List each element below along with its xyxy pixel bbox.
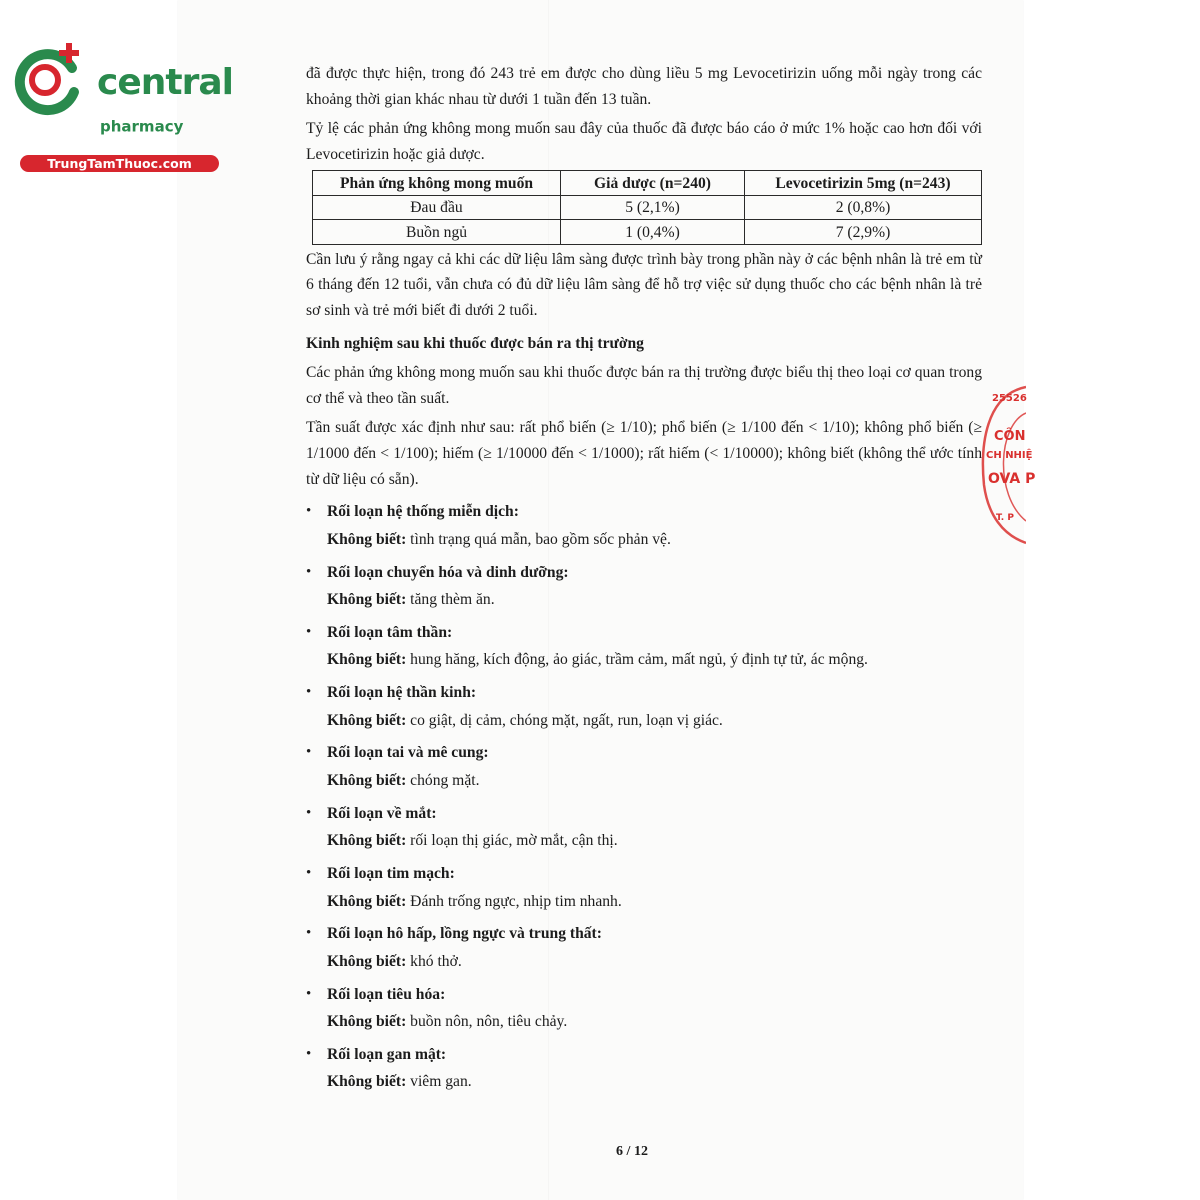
frequency-label: Không biết:	[327, 1073, 407, 1091]
disorder-detail	[327, 948, 982, 976]
table-cell: 5 (2,1%)	[561, 195, 745, 220]
disorder-title: Rối loạn hệ thống miễn dịch:	[327, 503, 519, 521]
frequency-label: Không biết:	[327, 892, 407, 910]
bullet-icon: •	[306, 985, 312, 1002]
table-cell: 2 (0,8%)	[745, 195, 982, 220]
bullet-icon: •	[306, 744, 312, 761]
disorder-text: buồn nôn, nôn, tiêu chảy.	[406, 1013, 568, 1031]
disorder-title: Rối loạn chuyển hóa và dinh dưỡng:	[327, 563, 569, 581]
adverse-reactions-table	[312, 170, 982, 245]
disorder-text: rối loạn thị giác, mờ mắt, cận thị.	[406, 832, 618, 850]
disorder-title: Rối loạn gan mật:	[327, 1045, 447, 1063]
disorder-detail	[327, 1008, 982, 1036]
table-header-cell: Phản ứng không mong muốn	[313, 171, 561, 196]
disorder-title: Rối loạn tim mạch:	[327, 865, 455, 882]
bullet-icon: •	[306, 503, 312, 520]
stamp-text: 25526	[992, 393, 1027, 404]
bullet-icon: •	[306, 563, 312, 580]
list-item	[306, 739, 982, 794]
list-item	[306, 619, 982, 674]
bullet-icon: •	[306, 804, 312, 821]
bullet-icon: •	[306, 623, 312, 640]
frequency-label: Không biết:	[327, 530, 407, 548]
paragraph-table-intro: Tỷ lệ các phản ứng không mong muốn sau đây của thuốc đã được báo cáo ở mức 1% hoặc cao hơn đối với Levocetirizin hoặc giả dược.	[306, 120, 982, 163]
paragraph-clinical-note: Cần lưu ý rằng ngay cả khi các dữ liệu lâm sàng được trình bày trong phần này ở các bệnh nhân là trẻ em từ 6 tháng đến 12 tuổi, vẫn chưa có đủ dữ liệu lâm sàng để hỗ trợ việc sử dụng thuốc cho các bệnh nhân là trẻ sơ sinh và trẻ mới biết đi dưới 2 tuổi.	[306, 250, 982, 320]
logo-name: central	[97, 62, 233, 103]
list-item	[306, 559, 982, 614]
list-item	[306, 1041, 982, 1096]
section-heading: Kinh nghiệm sau khi thuốc được bán ra thị trường	[306, 334, 644, 352]
stamp-text: CH NHIỆ	[986, 450, 1033, 461]
disorder-text: hung hăng, kích động, ảo giác, trầm cảm, mất ngủ, ý định tự tử, ác mộng.	[406, 651, 868, 669]
list-item	[306, 981, 982, 1036]
disorder-detail	[327, 888, 982, 916]
pharmacy-logo-icon	[10, 38, 90, 118]
disorder-detail	[327, 586, 982, 614]
list-item	[306, 498, 982, 553]
disorder-title: Rối loạn tiêu hóa:	[327, 985, 446, 1003]
disorder-title: Rối loạn hệ thần kinh:	[327, 684, 477, 702]
paragraph-intro: đã được thực hiện, trong đó 243 trẻ em được cho dùng liều 5 mg Levocetirizin uống mỗi ngày trong các khoảng thời gian khác nhau từ dưới 1 tuần đến 13 tuần.	[306, 65, 982, 108]
paragraph-postmarketing: Các phản ứng không mong muốn sau khi thuốc được bán ra thị trường được biểu thị theo loại cơ quan trong cơ thể và theo tần suất.	[306, 364, 982, 407]
disorder-detail	[327, 827, 982, 855]
frequency-label: Không biết:	[327, 832, 407, 850]
table-header-cell: Levocetirizin 5mg (n=243)	[745, 171, 982, 196]
page-number: 6 / 12	[616, 1144, 648, 1159]
bullet-icon: •	[306, 684, 312, 701]
disorder-title: Rối loạn hô hấp, lồng ngực và trung thất:	[327, 925, 602, 943]
frequency-label: Không biết:	[327, 651, 407, 669]
disorder-detail	[327, 767, 982, 795]
table-cell: Buồn ngủ	[313, 220, 561, 245]
table-cell: Đau đầu	[313, 195, 561, 220]
table-header-row	[313, 171, 982, 196]
frequency-label: Không biết:	[327, 711, 407, 729]
stamp-text: T. P	[996, 513, 1014, 523]
frequency-label: Không biết:	[327, 1013, 407, 1031]
table-row	[313, 220, 982, 245]
stamp-text: CÔN	[994, 429, 1026, 444]
table-row	[313, 195, 982, 220]
list-item	[306, 679, 982, 734]
bullet-icon: •	[306, 865, 312, 881]
disorder-text: tăng thèm ăn.	[406, 591, 495, 609]
list-item	[306, 860, 982, 915]
frequency-label: Không biết:	[327, 771, 407, 789]
list-item	[306, 920, 982, 975]
frequency-label: Không biết:	[327, 591, 407, 609]
disorder-text: tình trạng quá mẫn, bao gồm sốc phản vệ.	[406, 530, 671, 548]
disorder-text: khó thở.	[406, 952, 462, 970]
disorder-text: Đánh trống ngực, nhịp tim nhanh.	[406, 892, 622, 910]
disorder-title: Rối loạn về mắt:	[327, 804, 437, 822]
disorder-detail	[327, 707, 982, 735]
document-body	[306, 61, 982, 1101]
disorder-text: viêm gan.	[406, 1073, 472, 1091]
disorder-detail	[327, 1068, 982, 1096]
table-cell: 7 (2,9%)	[745, 220, 982, 245]
disorder-detail	[327, 526, 982, 554]
disorder-title: Rối loạn tai và mê cung:	[327, 744, 489, 762]
frequency-label: Không biết:	[327, 952, 407, 970]
logo-website-banner: TrungTamThuoc.com	[20, 155, 219, 172]
paragraph-frequency: Tần suất được xác định như sau: rất phổ biến (≥ 1/10); phổ biến (≥ 1/100 đến < 1/10); không phổ biến (≥ 1/1000 đến < 1/100); hiếm (≥ 1/10000 đến < 1/1000); rất hiếm (< 1/10000); không biết (không thể ước tính từ dữ liệu có sẵn).	[306, 419, 982, 488]
disorder-text: co giật, dị cảm, chóng mặt, ngất, run, loạn vị giác.	[406, 711, 723, 729]
disorder-detail	[327, 646, 982, 674]
central-pharmacy-logo	[10, 38, 233, 171]
company-stamp	[978, 385, 1036, 545]
logo-subtitle: pharmacy	[100, 117, 184, 136]
disorder-text: chóng mặt.	[406, 771, 480, 789]
disorder-list	[306, 498, 982, 1096]
stamp-text: OVA P	[988, 471, 1036, 487]
bullet-icon: •	[306, 1045, 312, 1062]
bullet-icon: •	[306, 925, 312, 942]
table-header-cell: Giả dược (n=240)	[561, 171, 745, 196]
disorder-title: Rối loạn tâm thần:	[327, 623, 453, 641]
list-item	[306, 800, 982, 855]
table-cell: 1 (0,4%)	[561, 220, 745, 245]
